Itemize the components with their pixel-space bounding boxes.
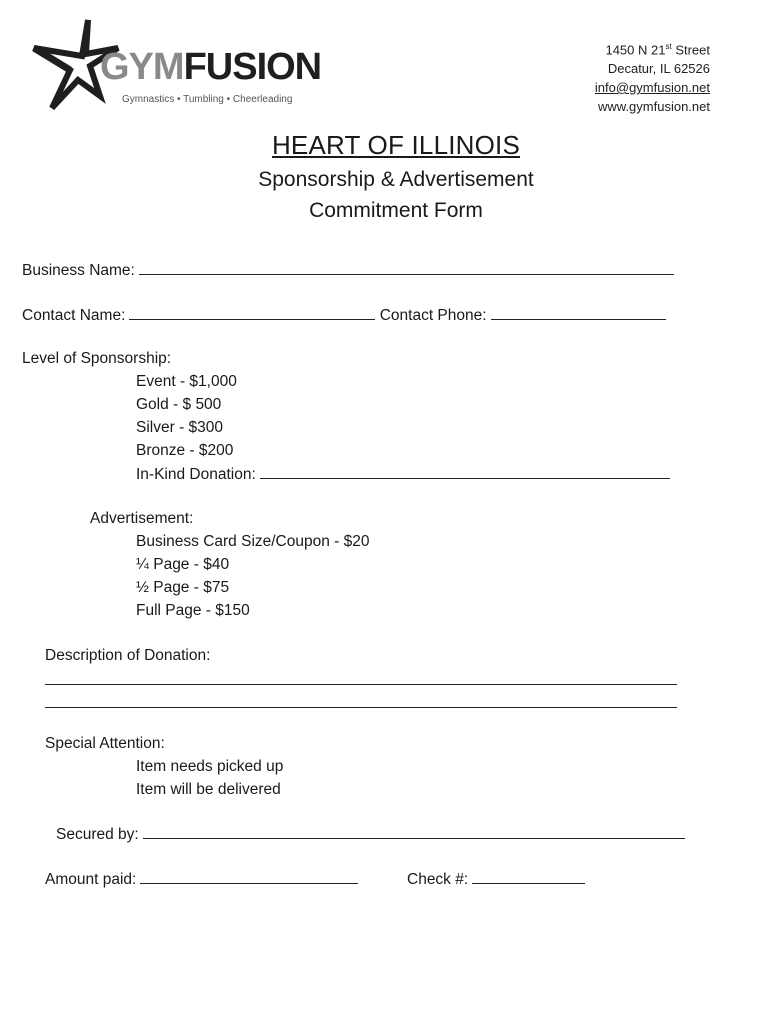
special-attention-label: Special Attention: [45,735,165,752]
contact-name-field[interactable] [129,305,375,320]
description-label: Description of Donation: [45,647,211,664]
advertisement-option[interactable]: ½ Page - $75 [136,579,230,596]
page-title: HEART OF ILLINOIS [271,130,521,160]
amount-paid-label: Amount paid: [45,871,137,888]
logo-fusion-text: FUSION [183,46,322,88]
sponsorship-label: Level of Sponsorship: [22,350,172,367]
secured-by-row [56,824,685,845]
gymfusion-logo [30,18,322,113]
street-name: Street [671,42,710,58]
in-kind-label: In-Kind Donation: [136,466,256,483]
street-suffix-sup: st [665,42,672,51]
business-name-row [22,260,674,281]
address-street [605,42,710,57]
sponsorship-option[interactable]: Gold - $ 500 [136,396,222,413]
advertisement-option[interactable]: Business Card Size/Coupon - $20 [136,533,370,550]
email-link[interactable]: info@gymfusion.net [594,80,710,95]
secured-by-label: Secured by: [56,826,139,843]
page-subtitle-2: Commitment Form [309,199,483,222]
secured-by-field[interactable] [143,824,685,839]
business-name-label: Business Name: [22,262,135,279]
amount-paid-field[interactable] [140,869,358,884]
check-number-row [407,869,585,890]
sponsorship-option[interactable]: Silver - $300 [136,419,224,436]
page-subtitle-1: Sponsorship & Advertisement [258,168,534,191]
advertisement-option[interactable]: Full Page - $150 [136,602,250,619]
check-number-label: Check #: [407,871,469,888]
sponsorship-option[interactable]: Event - $1,000 [136,373,237,390]
contact-phone-field[interactable] [491,305,666,320]
address-city: Decatur, IL 62526 [607,61,710,76]
in-kind-row [136,464,670,485]
description-line-2[interactable] [45,693,677,708]
description-line-1[interactable] [45,670,677,685]
contact-row [22,305,666,326]
special-attention-option[interactable]: Item will be delivered [136,781,281,798]
check-number-field[interactable] [472,869,585,884]
logo-tagline: Gymnastics • Tumbling • Cheerleading [122,94,293,105]
website: www.gymfusion.net [598,99,710,114]
sponsorship-option[interactable]: Bronze - $200 [136,442,234,459]
logo-wordmark [100,46,321,89]
advertisement-option[interactable]: ¼ Page - $40 [136,556,230,573]
business-name-field[interactable] [139,260,674,275]
special-attention-option[interactable]: Item needs picked up [136,758,284,775]
contact-name-label: Contact Name: [22,307,126,324]
advertisement-label: Advertisement: [90,510,194,527]
logo-gym-text: GYM [100,46,184,88]
amount-paid-row [45,869,358,890]
contact-phone-label: Contact Phone: [379,307,487,324]
street-number: 1450 N 21 [605,42,666,58]
in-kind-field[interactable] [260,464,670,479]
